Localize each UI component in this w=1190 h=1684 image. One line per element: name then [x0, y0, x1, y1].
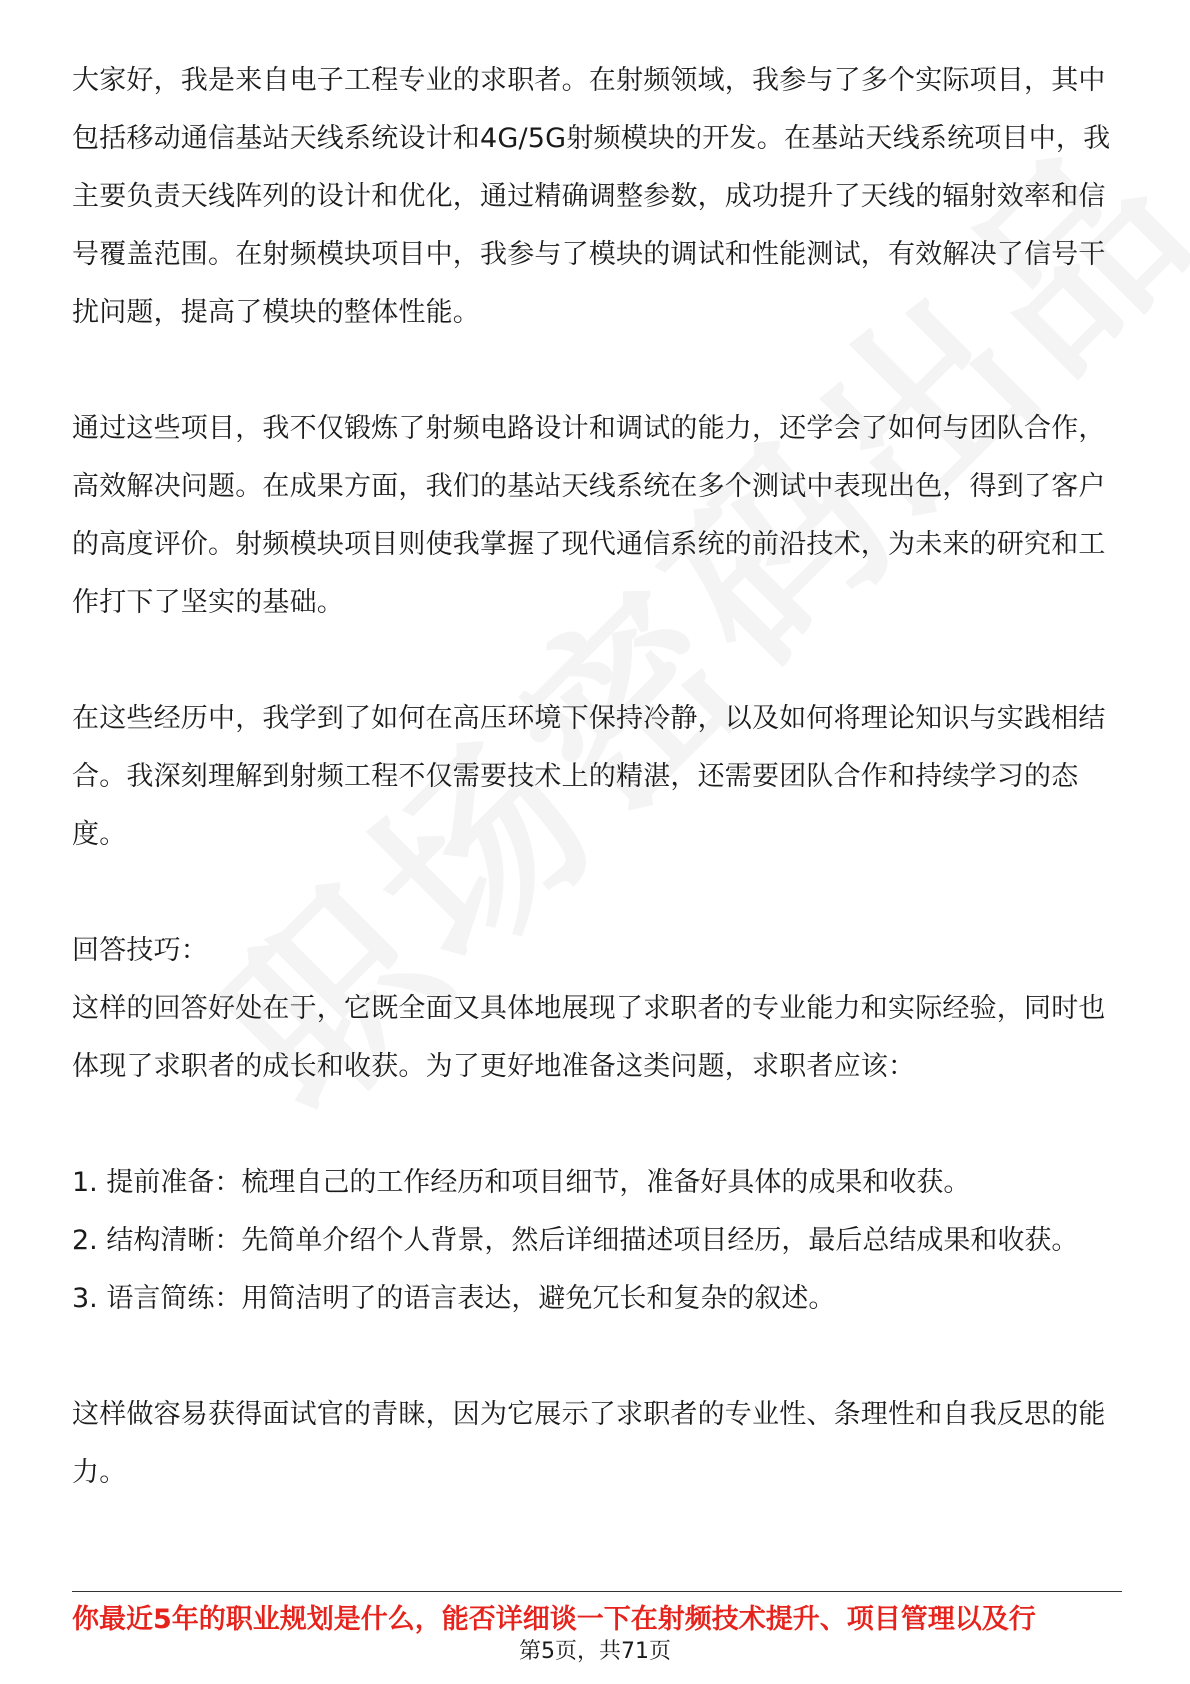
paragraph-conclusion: 这样做容易获得面试官的青睐，因为它展示了求职者的专业性、条理性和自我反思的能力。	[72, 1399, 1106, 1488]
next-question-heading: 你最近5年的职业规划是什么，能否详细谈一下在射频技术提升、项目管理以及行	[72, 1604, 1036, 1635]
page-number: 第5页，共71页	[519, 1639, 671, 1664]
tips-heading: 回答技巧：	[72, 935, 208, 966]
list-item: 2. 结构清晰：先简单介绍个人背景，然后详细描述项目经历，最后总结成果和收获。	[72, 1225, 1079, 1256]
paragraph-gap	[72, 1328, 1122, 1386]
list-item: 1. 提前准备：梳理自己的工作经历和项目细节，准备好具体的成果和收获。	[72, 1167, 971, 1198]
tips-intro: 这样的回答好处在于，它既全面又具体地展现了求职者的专业能力和实际经验，同时也体现了求职者的成长和收获。为了更好地准备这类问题，求职者应该：	[72, 993, 1106, 1082]
paragraph-gap	[72, 1096, 1122, 1154]
paragraph-gap	[72, 864, 1122, 922]
paragraph-intro: 大家好，我是来自电子工程专业的求职者。在射频领域，我参与了多个实际项目，其中包括移动通信基站天线系统设计和4G/5G射频模块的开发。在基站天线系统项目中，我主要负责天线阵列的设计和优化，通过精确调整参数，成功提升了天线的辐射效率和信号覆盖范围。在射频模块项目中，我参与了模块的调试和性能测试，有效解决了信号干扰问题，提高了模块的整体性能。	[72, 65, 1111, 328]
tips-list	[72, 1154, 1122, 1328]
page-content	[72, 52, 1122, 1502]
section-divider	[72, 1591, 1122, 1592]
paragraph-lessons: 在这些经历中，我学到了如何在高压环境下保持冷静，以及如何将理论知识与实践相结合。我深刻理解到射频工程不仅需要技术上的精湛，还需要团队合作和持续学习的态度。	[72, 703, 1106, 850]
list-item: 3. 语言简练：用简洁明了的语言表达，避免冗长和复杂的叙述。	[72, 1283, 836, 1314]
paragraph-gap	[72, 632, 1122, 690]
paragraph-gap	[72, 342, 1122, 400]
paragraph-growth: 通过这些项目，我不仅锻炼了射频电路设计和调试的能力，还学会了如何与团队合作，高效解决问题。在成果方面，我们的基站天线系统在多个测试中表现出色，得到了客户的高度评价。射频模块项目则使我掌握了现代通信系统的前沿技术，为未来的研究和工作打下了坚实的基础。	[72, 413, 1106, 618]
